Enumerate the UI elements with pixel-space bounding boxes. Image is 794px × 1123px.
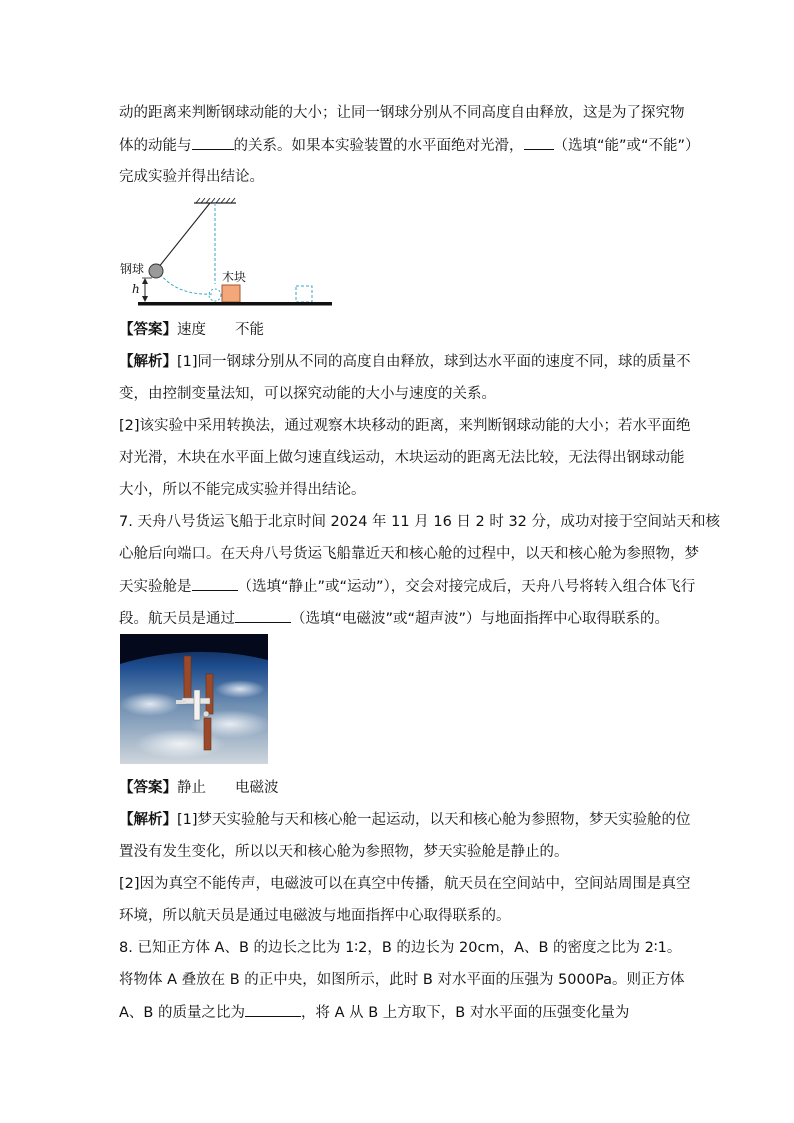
q8-text-3a: A、B 的质量之比为	[119, 1005, 245, 1021]
q6-text-2b: 的关系。如果本实验装置的水平面绝对光滑，	[233, 138, 524, 154]
q7-blank-1[interactable]	[192, 576, 238, 591]
q6-blank-2[interactable]	[524, 135, 554, 150]
q6-answer-text: 速度 不能	[177, 322, 264, 338]
q7-answer	[119, 778, 279, 798]
q7-analysis-2: 置没有发生变化，所以以天和核心舱为参照物，梦天实验舱是静止的。	[119, 844, 569, 860]
q6-answer	[119, 320, 264, 340]
q6-analysis-text-1: [1]同一钢球分别从不同的高度自由释放，球到达水平面的速度不同，球的质量不	[177, 354, 691, 370]
q6-blank-1[interactable]	[192, 135, 234, 150]
q7-analysis-3: [2]因为真空不能传声，电磁波可以在真空中传播，航天员在空间站中，空间站周围是真空	[119, 876, 691, 892]
q7-text-3b: （选填“静止”或“运动”），交会对接完成后，天舟八号将转入组合体飞行	[237, 579, 696, 595]
q7-answer-text: 静止 电磁波	[177, 780, 279, 796]
q7-text-3a: 天实验舱是	[119, 579, 192, 595]
q8-text-line-3	[119, 1002, 629, 1023]
q6-text-line-3: 完成实验并得出结论。	[119, 169, 264, 185]
q7-text-line-1: 7. 天舟八号货运飞船于北京时间 2024 年 11 月 16 日 2 时 32 分，成功对接于空间站天和核	[119, 514, 721, 530]
q6-analysis-4: 对光滑，木块在水平面上做匀速直线运动，木块运动的距离无法比较，无法得出钢球动能	[119, 450, 685, 466]
q6-text-line-1: 动的距离来判断钢球动能的大小；让同一钢球分别从不同高度自由释放，这是为了探究物	[119, 105, 685, 121]
q7-text-line-4	[119, 608, 669, 629]
q8-blank-1[interactable]	[245, 1002, 301, 1017]
q7-text-line-2: 心舱后向端口。在天舟八号货运飞船靠近天和核心舱的过程中，以天和核心舱为参照物，梦	[119, 546, 699, 562]
space-station-photo	[120, 634, 268, 764]
ball-label: 钢球	[120, 262, 145, 276]
height-label: h	[132, 282, 140, 296]
q7-text-4b: （选填“电磁波”或“超声波”）与地面指挥中心取得联系的。	[291, 611, 670, 627]
q6-text-line-2	[119, 135, 700, 156]
analysis-tag: 【解析】	[119, 812, 177, 828]
q6-analysis-1	[119, 352, 691, 372]
q6-analysis-5: 大小，所以不能完成实验并得出结论。	[119, 482, 366, 498]
q6-text-2a: 体的动能与	[119, 138, 192, 154]
q6-analysis-2: 变，由控制变量法知，可以探究动能的大小与速度的关系。	[119, 386, 496, 402]
q7-analysis-4: 环境，所以航天员是通过电磁波与地面指挥中心取得联系的。	[119, 908, 511, 924]
q7-text-line-3	[119, 576, 695, 597]
q6-analysis-3: [2]该实验中采用转换法，通过观察木块移动的距离，来判断钢球动能的大小；若水平面绝	[119, 418, 691, 434]
q6-text-2c: （选填“能”或“不能”）	[553, 138, 700, 154]
q8-text-3b: ，将 A 从 B 上方取下，B 对水平面的压强变化量为	[300, 1005, 630, 1021]
answer-tag: 【答案】	[119, 780, 177, 796]
q7-analysis-1	[119, 810, 691, 830]
q7-text-4a: 段。航天员是通过	[119, 611, 235, 627]
q7-blank-2[interactable]	[235, 608, 291, 623]
q8-text-line-1: 8. 已知正方体 A、B 的边长之比为 1∶2，B 的边长为 20cm，A、B 的密度之比为 2∶1。	[119, 940, 682, 956]
block-label: 木块	[222, 270, 247, 284]
analysis-tag: 【解析】	[119, 354, 177, 370]
q7-analysis-text-1: [1]梦天实验舱与天和核心舱一起运动，以天和核心舱为参照物，梦天实验舱的位	[177, 812, 691, 828]
answer-tag: 【答案】	[119, 322, 177, 338]
pendulum-figure	[118, 196, 338, 308]
q8-text-line-2: 将物体 A 叠放在 B 的正中央，如图所示，此时 B 对水平面的压强为 5000Pa。则正方体	[119, 972, 685, 988]
